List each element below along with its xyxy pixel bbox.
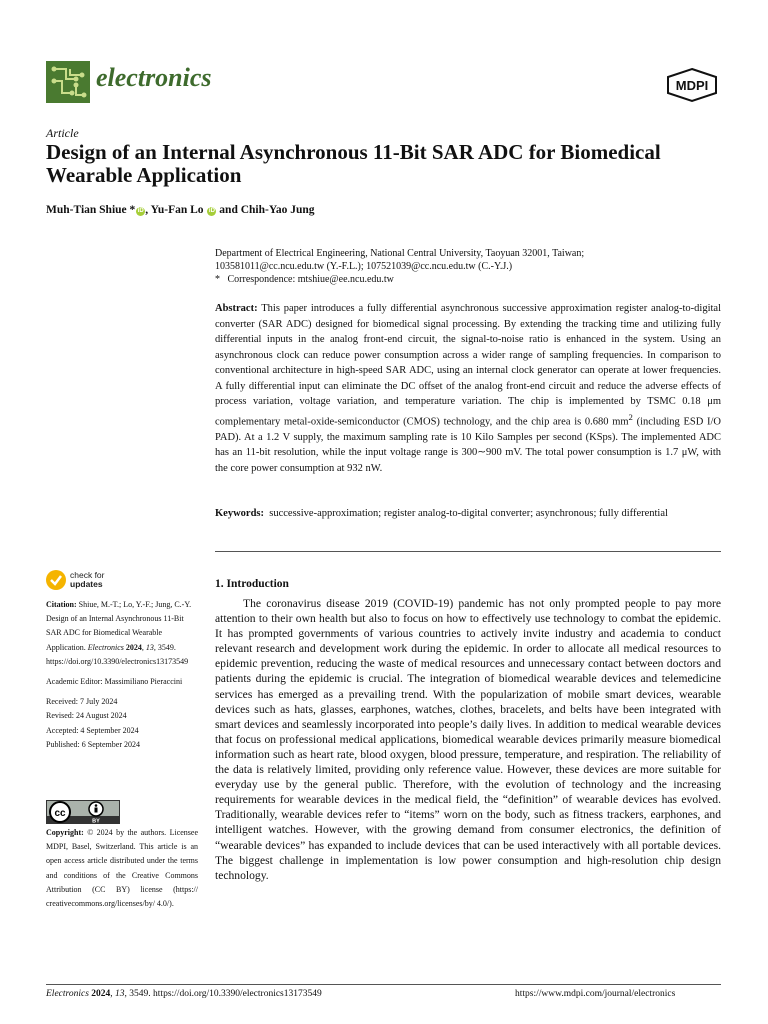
check-updates-line1: check for	[70, 570, 105, 580]
accepted-date: Accepted: 4 September 2024	[46, 725, 139, 735]
citation-block: Citation: Shiue, M.-T.; Lo, Y.-F.; Jung, C.-Y. Design of an Internal Asynchronous 11-Bit SAR ADC for Biomedical Wearable Application. Electronics 2024, 13, 3549. https://doi.org/10.3390/electronics13173549	[46, 600, 192, 666]
copyright-label: Copyright:	[46, 828, 84, 837]
footer-doi[interactable]: , 3549. https://doi.org/10.3390/electronics13173549	[124, 989, 322, 999]
mdpi-logo	[664, 67, 720, 103]
section-heading: 1. Introduction	[215, 578, 289, 590]
abstract-label: Abstract:	[215, 303, 258, 314]
citation-year: 2024	[125, 642, 142, 652]
correspondence-line	[215, 273, 725, 286]
article-title: Design of an Internal Asynchronous 11-Bit SAR ADC for Biomedical Wearable Application	[46, 140, 661, 187]
footer-divider	[46, 984, 721, 985]
check-updates-label	[70, 571, 105, 589]
citation-label: Citation:	[46, 600, 77, 609]
section-divider	[215, 551, 721, 552]
citation-volume: 13	[145, 642, 154, 652]
published-date: Published: 6 September 2024	[46, 739, 140, 749]
correspondence-email[interactable]: Correspondence: mtshiue@ee.ncu.edu.tw	[227, 274, 394, 285]
citation-journal: Electronics	[87, 642, 124, 652]
orcid-icon[interactable]: iD	[208, 208, 215, 214]
revised-date: Revised: 24 August 2024	[46, 711, 127, 721]
check-updates-icon	[46, 570, 66, 590]
correspondence-marker: *	[215, 274, 220, 285]
received-date: Received: 7 July 2024	[46, 697, 118, 707]
svg-text:cc: cc	[54, 808, 66, 819]
citation-doi[interactable]: , 3549. https://doi.org/10.3390/electronics13173549	[46, 642, 189, 666]
orcid-icon[interactable]: iD	[137, 208, 144, 214]
footer-year: 2024	[91, 989, 111, 999]
affiliation-line: Department of Electrical Engineering, National Central University, Taoyuan 32001, Taiwan;	[215, 248, 585, 259]
keywords	[215, 506, 721, 521]
author-name[interactable]: Chih-Yao Jung	[240, 204, 315, 216]
keywords-label: Keywords:	[215, 508, 264, 519]
journal-logo-icon	[46, 61, 90, 103]
copyright-notice	[46, 826, 198, 911]
introduction-paragraph: The coronavirus disease 2019 (COVID-19) pandemic has not only prompted people to pay more attention to their own health but also to focus on how to effectively use technology to combat the epidemic. It has prompted governments of various countries to actively invite industry and academia to conduct relevant research and development work during the epidemic. In order to allocate all medical resources to epidemic prevention, reducing the waste of medical resources and unnecessary contact between doctors and patients during the epidemic is crucial. The integration of biomedical wearable devices and telemedicine services has emerged as a prevailing trend. With the popularization of mobile smart devices, wearable devices such as hats, glasses, earphones, watches, clothes, bracelets, and belts have been integrated with smart devices and seamlessly incorporated into people’s daily lives. In addition to medical wearable devices that focus on professional medical applications, biomedical wearable devices primarily measure biomedical information such as heart rate, blood oxygen, blood pressure, temperature, and respiration. The reliability of the data is relatively limited, providing only reference value. However, these devices are more suitable for everyday use by the general public. Therefore, with the evolution of technology and the increasing requirements for wearable devices in the medical field, the “definition” of wearable devices has evolved. Traditionally, wearable devices refer to “items” worn on the body, such as fitness trackers, earphones, and intelligent watches. However, with the growing demand from consumer electronics, the definition of “wearable devices” has expanded to include devices that can be used interactively with all portable devices. The biggest challenge in implementation is low power consumption and high-resolution chip design technology.	[215, 597, 721, 882]
author-name[interactable]: Yu-Fan Lo	[150, 204, 204, 216]
mdpi-logo-text: MDPI	[675, 78, 709, 93]
abstract-superscript: 2	[628, 411, 633, 422]
article-info-sidebar	[46, 598, 198, 752]
footer-volume: 13	[115, 989, 125, 999]
abstract-text-continued: (including ESD I/O PAD). At a 1.2 V supply, the maximum sampling rate is 10 Kilo Samples per second (KSps). The implemented ADC has an 11-bit resolution, while the input voltage range is 300∼900 mV. The total power consumption is 1.7 μW, with the core power consumption at 932 nW.	[215, 416, 721, 474]
copyright-text: © 2024 by the authors. Licensee MDPI, Basel, Switzerland. This article is an open access article distributed under the terms and conditions of the Creative Commons Attribution (CC BY) license (https:// creativecommons.org/licenses/by/ 4.0/).	[46, 828, 199, 909]
authors-connector: and	[219, 204, 238, 216]
author-list: Muh-Tian Shiue * iD , Yu-Fan Lo iD and Chih-Yao Jung	[46, 204, 315, 216]
footer-journal: Electronics	[46, 989, 89, 999]
check-for-updates-button[interactable]	[46, 570, 126, 592]
abstract	[215, 301, 721, 476]
cc-badge-label: BY	[92, 818, 100, 824]
journal-name: electronics	[96, 63, 212, 92]
citation-text: Shiue, M.-T.; Lo, Y.-F.; Jung, C.-Y. Design of an Internal Asynchronous 11-Bit SAR ADC for Biomedical Wearable Application.	[46, 600, 192, 652]
abstract-text: This paper introduces a fully differential asynchronous successive approximation register analog-to-digital converter (SAR ADC) designed for biomedical signal processing. By extending the tracking time and utilizing fully differential inputs in the analog front-end circuit, the signal-to-noise ratio is enhanced in the system. Using an asynchronous clock can reduce power consumption across a wider range of sampling frequencies. In comparison to conventional architecture in high-speed SAR ADC, using an internal clock generator can operate at lower frequencies. A fully differential input can eliminate the DC offset of the analog front-end circuit and reduce the adverse effects of process variation, voltage variation, and temperature variation. The chip is implemented by TSMC 0.18 μm complementary metal-oxide-semiconductor (CMOS) technology, and the chip area is 0.680 mm	[215, 303, 722, 427]
article-type: Article	[46, 126, 79, 140]
affiliation-block	[215, 247, 725, 286]
check-updates-line2: updates	[70, 579, 103, 589]
footer-citation: Electronics 2024, 13, 3549. https://doi.org/10.3390/electronics13173549	[46, 989, 322, 999]
footer-journal-url[interactable]: https://www.mdpi.com/journal/electronics	[515, 989, 676, 999]
academic-editor: Academic Editor: Massimiliano Pieraccini	[46, 677, 183, 687]
affiliation-emails: 103581011@cc.ncu.edu.tw (Y.-F.L.); 107521039@cc.ncu.edu.tw (C.-Y.J.)	[215, 261, 513, 272]
keywords-text: successive-approximation; register analog-to-digital converter; asynchronous; fully differential	[269, 508, 668, 519]
author-name[interactable]: Muh-Tian Shiue *	[46, 204, 136, 216]
cc-by-license-badge[interactable]	[46, 800, 120, 824]
